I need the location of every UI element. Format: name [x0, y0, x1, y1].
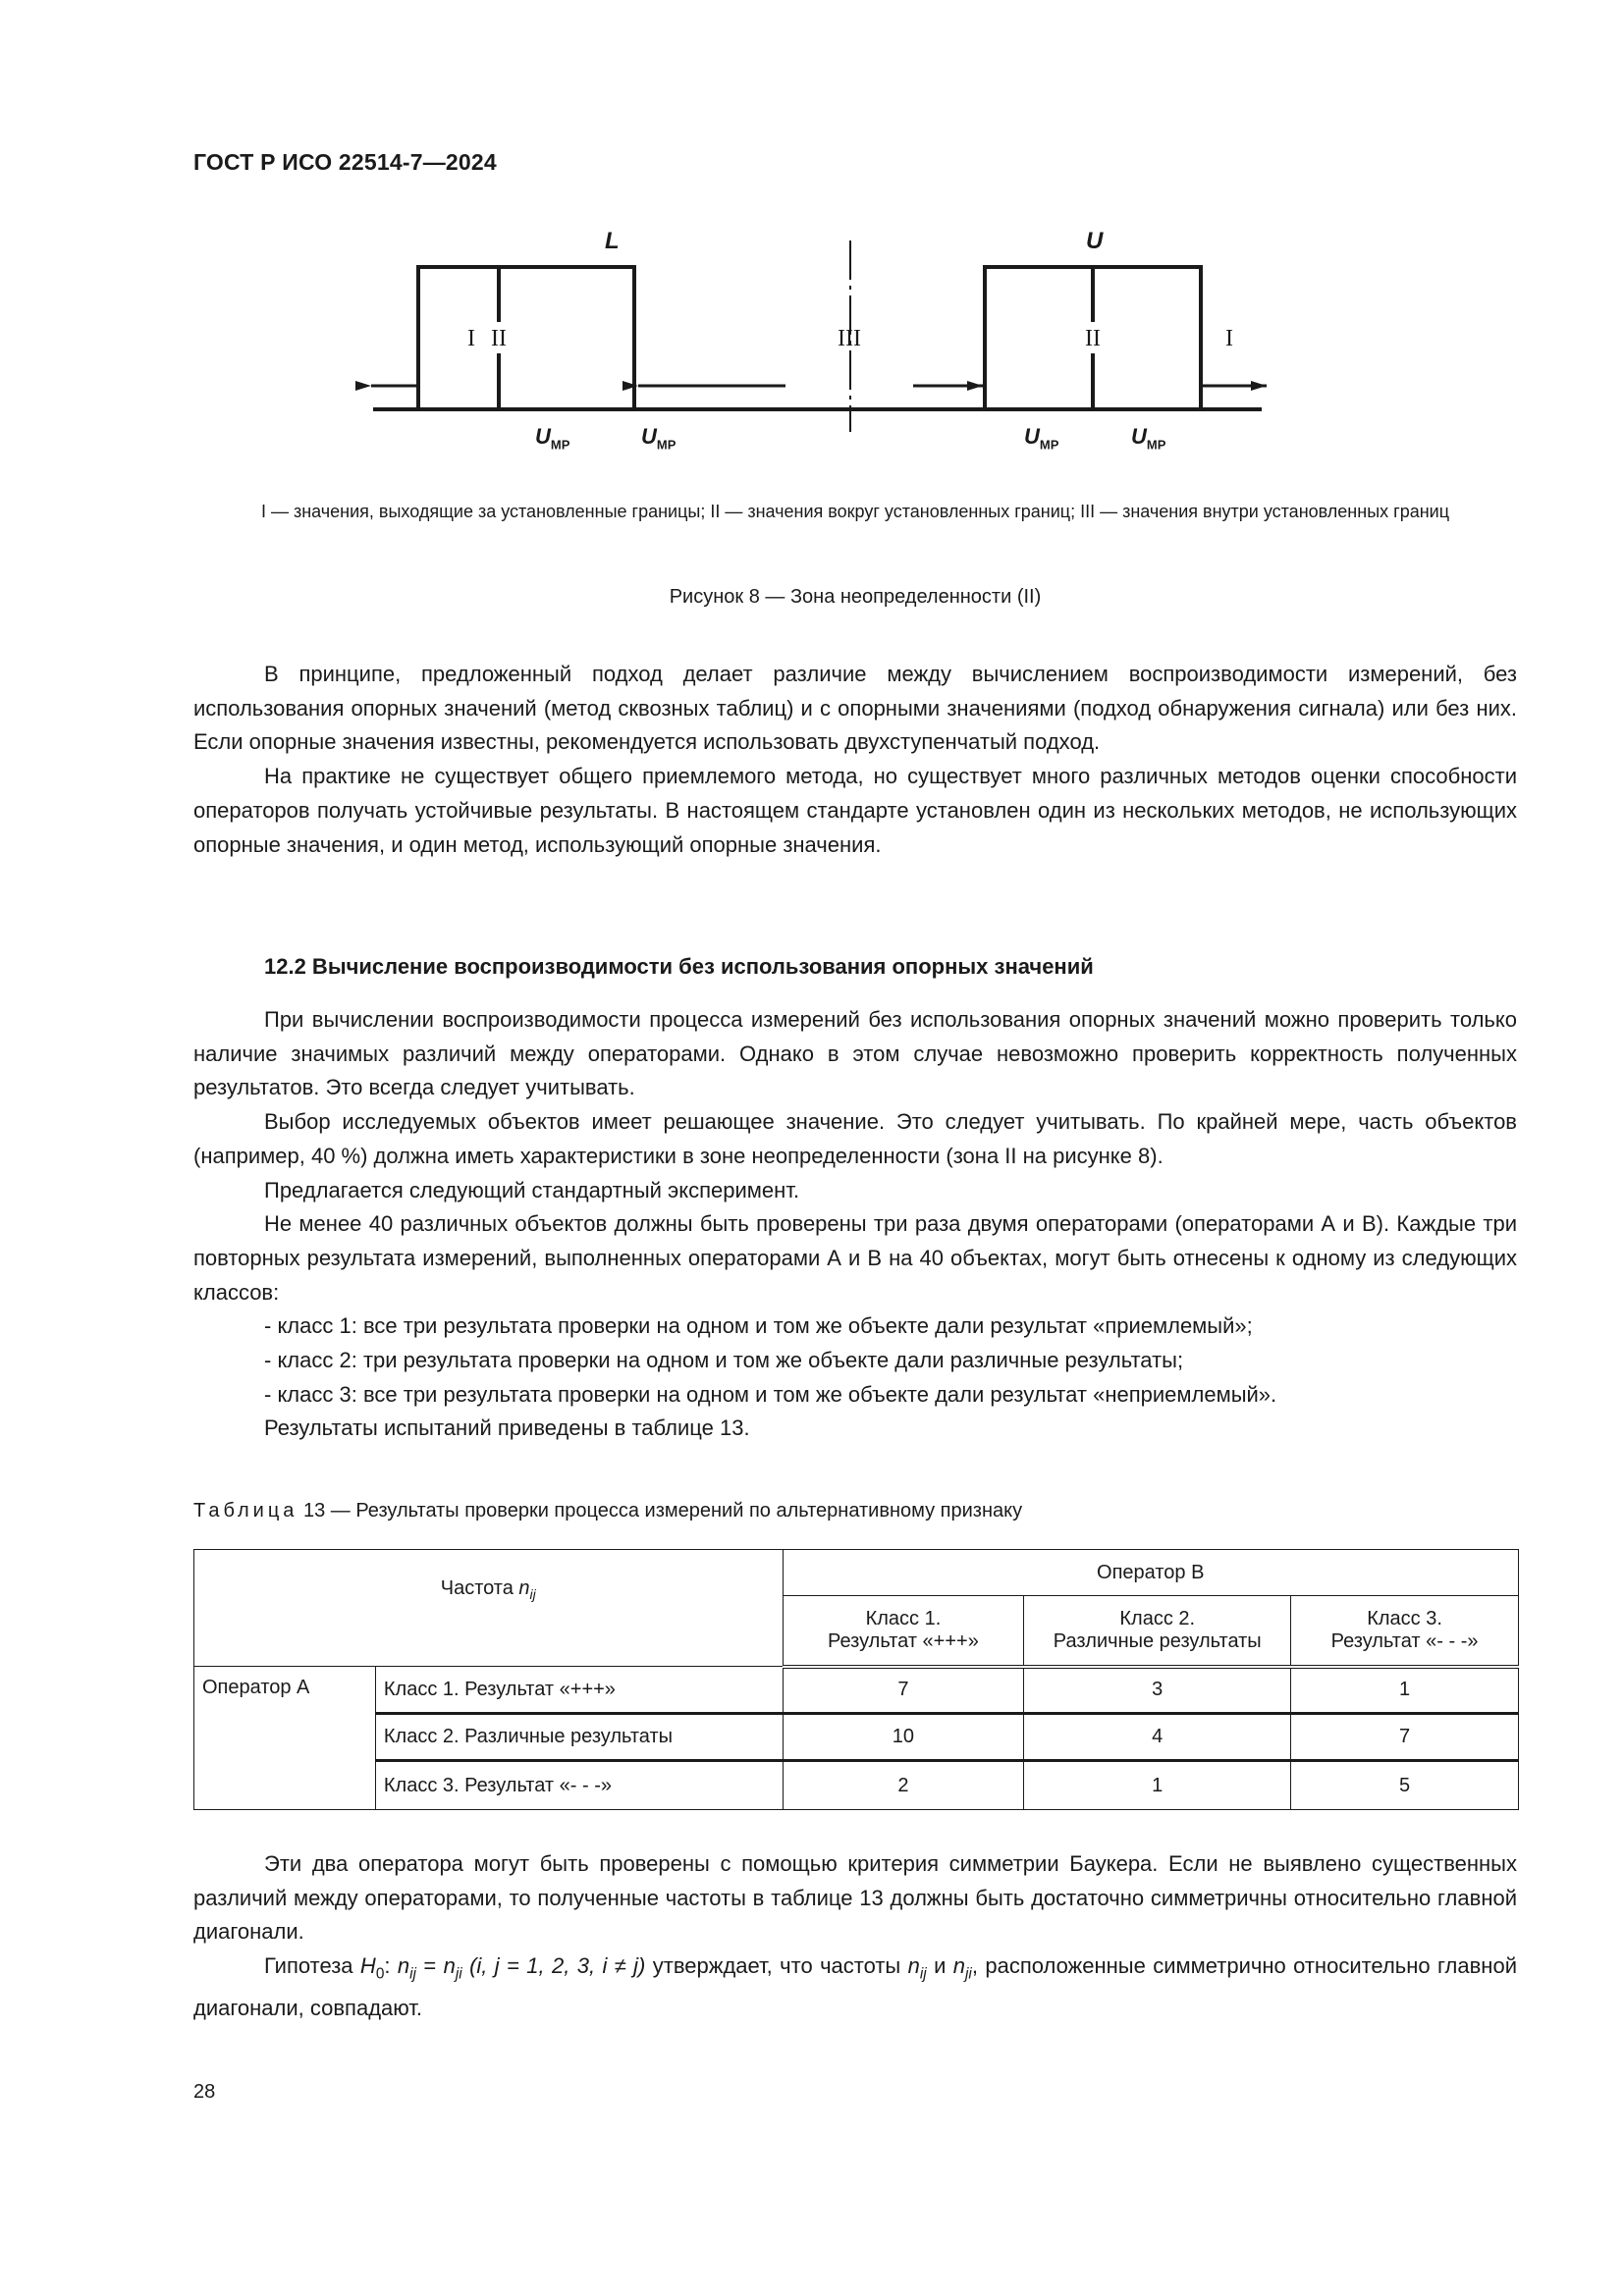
operator-b-header: Оператор В [783, 1550, 1518, 1596]
row-label: Класс 2. Различные результаты [375, 1714, 783, 1761]
intro-text [193, 658, 1517, 862]
paragraph: Выбор исследуемых объектов имеет решающее значение. Это следует учитывать. По крайней мере, часть объектов (например, 40 %) должна иметь характеристики в зоне неопределенности (зона II на рисунке 8). [193, 1109, 1517, 1168]
zone-label-I-right: I [1225, 326, 1233, 351]
table-cell: 7 [783, 1667, 1024, 1714]
table-cell: 1 [1024, 1761, 1291, 1810]
zone-label-III: III [838, 326, 861, 351]
conclusion-text [193, 1847, 1517, 2026]
zone-label-II-right: II [1085, 326, 1101, 351]
column-header: Класс 2. Различные результаты [1024, 1596, 1291, 1667]
hypothesis-paragraph: Гипотеза $H_0$: $n_{ij} = n_{ji}$ (i, j = 1, 2, 3, i ≠ j) утверждает, что частоты $n_{ij}$ и $n_{ji}$, расположенные симметрично относительно главной диагонали, совпадают. [193, 1953, 1517, 2021]
table-header-row [194, 1550, 1519, 1596]
column-header: Класс 3. Результат «- - -» [1291, 1596, 1519, 1667]
umr-label: $U_{МР}$ [1131, 424, 1166, 453]
table-cell: 3 [1024, 1667, 1291, 1714]
row-label: Класс 1. Результат «+++» [375, 1667, 783, 1714]
page-number: 28 [193, 2081, 216, 2103]
table-cell: 1 [1291, 1667, 1519, 1714]
umr-label: $U_{МР}$ [641, 424, 677, 453]
table-cell: 5 [1291, 1761, 1519, 1810]
paragraph: Эти два оператора могут быть проверены с помощью критерия симметрии Баукера. Если не выявлено существенных различий между операторами, то полученные частоты в таблице 13 должны быть достаточно симметричны относительно главной диагонали. [193, 1851, 1517, 1945]
paragraph: В принципе, предложенный подход делает различие между вычислением воспроизводимости измерений, без использования опорных значений (метод сквозных таблиц) и с опорными значениями (подход обнаружения сигнала) или без них. Если опорные значения известны, рекомендуется использовать двухступенчатый подход. [193, 662, 1517, 755]
section-text [193, 1003, 1517, 1446]
document-header: ГОСТ Р ИСО 22514-7—2024 [193, 149, 497, 175]
row-label: Класс 3. Результат «- - -» [375, 1761, 783, 1810]
list-item: - класс 2: три результата проверки на одном и том же объекте дали различные результаты; [264, 1348, 1184, 1373]
table-row [194, 1667, 1519, 1714]
operator-a-header: Оператор А [194, 1667, 376, 1810]
table-cell: 4 [1024, 1714, 1291, 1761]
figure-caption: Рисунок 8 — Зона неопределенности (II) [669, 586, 1042, 608]
section-heading: 12.2 Вычисление воспроизводимости без использования опорных значений [264, 954, 1094, 979]
paragraph: Не менее 40 различных объектов должны быть проверены три раза двумя операторами (операторами А и В). Каждые три повторных результата измерений, выполненных операторами А и В на 40 объектах, могут быть отнесены к одному из следующих классов: [193, 1211, 1517, 1305]
paragraph: При вычислении воспроизводимости процесса измерений без использования опорных значений можно проверить только наличие значимых различий между операторами. Однако в этом случае невозможно проверить корректность полученных результатов. Это всегда следует учитывать. [193, 1007, 1517, 1100]
zone-label-I-left: I [467, 326, 475, 351]
figure-legend: I — значения, выходящие за установленные границы; II — значения вокруг установленных границ; III — значения внутри установленных границ [260, 502, 1450, 521]
zone-label-II-left: II [491, 326, 507, 351]
figure-uncertainty-zone [0, 0, 1624, 471]
paragraph: Предлагается следующий стандартный эксперимент. [264, 1177, 800, 1202]
corner-header: Частота $n_{ij}$ [194, 1550, 784, 1667]
table-row [194, 1714, 1519, 1761]
umr-label: $U_{МР}$ [1024, 424, 1059, 453]
label-lower-limit: L [605, 228, 620, 254]
label-upper-limit: U [1086, 228, 1104, 254]
zone-diagram [0, 0, 1624, 471]
table-row [194, 1761, 1519, 1810]
table-cell: 7 [1291, 1714, 1519, 1761]
umr-label: $U_{МР}$ [535, 424, 570, 453]
paragraph: На практике не существует общего приемлемого метода, но существует много различных методов оценки способности операторов получать устойчивые результаты. В настоящем стандарте установлен один из нескольких методов, не использующих опорные значения, и один метод, использующий опорные значения. [193, 764, 1517, 857]
paragraph: Результаты испытаний приведены в таблице 13. [264, 1415, 750, 1441]
list-item: - класс 3: все три результата проверки на одном и том же объекте дали результат «неприемлемый». [264, 1381, 1277, 1407]
results-table [193, 1549, 1519, 1810]
list-item: - класс 1: все три результата проверки на одном и том же объекте дали результат «приемлемый»; [264, 1313, 1253, 1339]
table-title: Таблица 13 — Результаты проверки процесса измерений по альтернативному признаку [193, 1500, 1023, 1522]
column-header: Класс 1. Результат «+++» [783, 1596, 1024, 1667]
table-cell: 2 [783, 1761, 1024, 1810]
table-cell: 10 [783, 1714, 1024, 1761]
